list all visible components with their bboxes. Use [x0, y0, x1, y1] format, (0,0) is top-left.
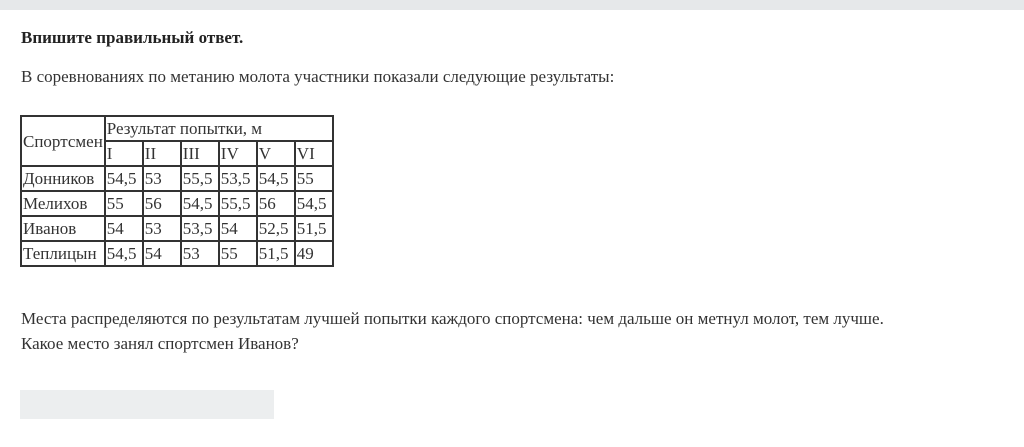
result-cell: 55,5 — [181, 166, 219, 191]
task-instruction: Впишите правильный ответ. — [21, 28, 244, 47]
attempt-header: III — [181, 141, 219, 166]
table-header-row — [21, 116, 333, 141]
athlete-name: Теплицын — [21, 241, 105, 266]
result-cell: 54,5 — [105, 241, 143, 266]
result-cell: 53 — [181, 241, 219, 266]
result-cell: 55 — [219, 241, 257, 266]
result-cell: 52,5 — [257, 216, 295, 241]
task-question — [21, 306, 884, 356]
result-cell: 54,5 — [181, 191, 219, 216]
result-cell: 54 — [219, 216, 257, 241]
result-cell: 53 — [143, 216, 181, 241]
result-cell: 54 — [105, 216, 143, 241]
result-cell: 54,5 — [257, 166, 295, 191]
athlete-name: Донников — [21, 166, 105, 191]
result-cell: 51,5 — [295, 216, 333, 241]
result-cell: 54,5 — [105, 166, 143, 191]
result-cell: 53 — [143, 166, 181, 191]
attempt-header: V — [257, 141, 295, 166]
table-row — [21, 166, 333, 191]
result-cell: 55 — [295, 166, 333, 191]
result-cell: 55 — [105, 191, 143, 216]
athlete-name: Иванов — [21, 216, 105, 241]
result-cell: 54 — [143, 241, 181, 266]
attempt-header: IV — [219, 141, 257, 166]
table-row — [21, 241, 333, 266]
attempt-header: VI — [295, 141, 333, 166]
table-row — [21, 216, 333, 241]
result-cell: 53,5 — [219, 166, 257, 191]
result-cell: 56 — [143, 191, 181, 216]
result-cell: 49 — [295, 241, 333, 266]
top-bar — [0, 0, 1024, 10]
attempt-header: I — [105, 141, 143, 166]
answer-input[interactable] — [20, 390, 274, 419]
header-result: Результат попытки, м — [105, 116, 333, 141]
question-line-2: Какое место занял спортсмен Иванов? — [21, 334, 299, 353]
question-line-1: Места распределяются по результатам лучшей попытки каждого спортсмена: чем дальше он метнул молот, тем лучше. — [21, 309, 884, 328]
result-cell: 54,5 — [295, 191, 333, 216]
athlete-name: Мелихов — [21, 191, 105, 216]
result-cell: 53,5 — [181, 216, 219, 241]
result-cell: 55,5 — [219, 191, 257, 216]
attempt-header: II — [143, 141, 181, 166]
task-intro: В соревнованиях по метанию молота участники показали следующие результаты: — [21, 67, 615, 86]
table-row — [21, 191, 333, 216]
header-athlete: Спортсмен — [21, 116, 105, 166]
result-cell: 51,5 — [257, 241, 295, 266]
results-table — [20, 115, 334, 267]
result-cell: 56 — [257, 191, 295, 216]
